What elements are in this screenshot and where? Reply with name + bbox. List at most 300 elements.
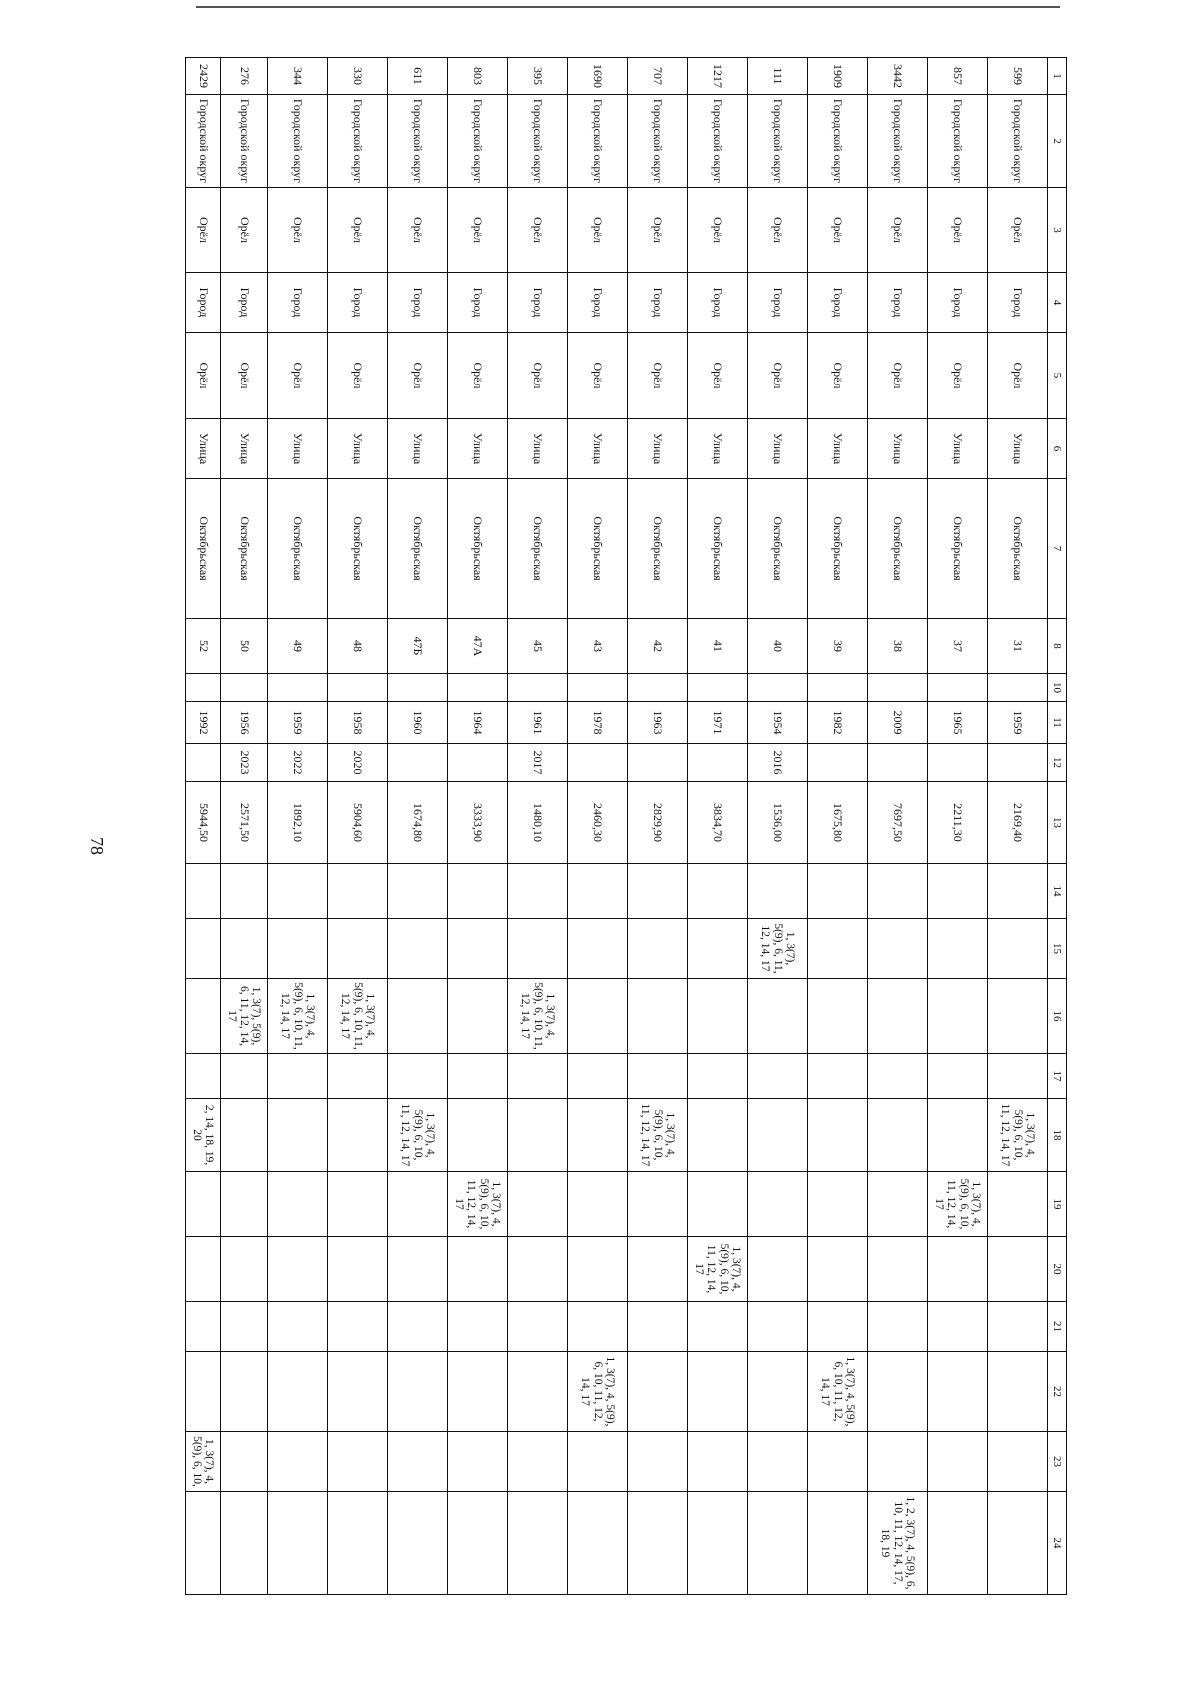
column-header: 11 (1048, 702, 1067, 744)
table-cell: Орёл (388, 188, 448, 273)
table-cell: 1, 3(7), 4, 5(9), 6, 10, 11, 12, 14, 17 (448, 1172, 508, 1237)
table-cell (221, 864, 268, 919)
table-cell (328, 1054, 388, 1099)
table-cell (988, 1302, 1048, 1352)
table-cell (186, 744, 221, 782)
table-cell: Городской округ (268, 95, 328, 188)
table-cell: 803 (448, 58, 508, 95)
table-cell: 344 (268, 58, 328, 95)
table-cell (388, 674, 448, 702)
table-row (268, 58, 328, 1595)
table-cell (448, 1099, 508, 1172)
table-cell (328, 1492, 388, 1595)
table-cell (508, 1054, 568, 1099)
table-cell: Улица (628, 419, 688, 479)
column-header: 15 (1048, 919, 1067, 979)
table-cell: Улица (748, 419, 808, 479)
table-row (186, 58, 221, 1595)
table-cell: Улица (221, 419, 268, 479)
table-cell (448, 864, 508, 919)
table-cell (328, 1302, 388, 1352)
table-cell (628, 744, 688, 782)
table-cell (328, 1352, 388, 1432)
table-cell: 52 (186, 619, 221, 674)
column-number-row (1048, 58, 1067, 1595)
table-cell: 40 (748, 619, 808, 674)
table-cell: 707 (628, 58, 688, 95)
table-cell (388, 919, 448, 979)
table-cell (186, 1302, 221, 1352)
table-cell: 2023 (221, 744, 268, 782)
column-header: 21 (1048, 1302, 1067, 1352)
table-cell (268, 1237, 328, 1302)
table-cell: 1960 (388, 702, 448, 744)
table-cell (868, 864, 928, 919)
table-cell (268, 1054, 328, 1099)
table-cell (868, 1432, 928, 1492)
table-cell (508, 864, 568, 919)
table-cell: Орёл (808, 333, 868, 419)
table-cell (688, 1432, 748, 1492)
table-cell (328, 1237, 388, 1302)
table-cell: Улица (568, 419, 628, 479)
table-cell: 50 (221, 619, 268, 674)
table-row (868, 58, 928, 1595)
table-cell (988, 744, 1048, 782)
table-cell: Октябрьская (928, 479, 988, 619)
table-cell (388, 864, 448, 919)
table-cell (988, 1352, 1048, 1432)
table-cell: Город (388, 273, 448, 333)
table-row (568, 58, 628, 1595)
table-cell: 5904,60 (328, 782, 388, 864)
table-cell: Октябрьская (186, 479, 221, 619)
table-cell (186, 1172, 221, 1237)
table-cell: Орёл (388, 333, 448, 419)
table-cell: Город (186, 273, 221, 333)
table-cell: Орёл (328, 188, 388, 273)
table-cell (688, 919, 748, 979)
table-cell (186, 919, 221, 979)
column-header: 14 (1048, 864, 1067, 919)
table-cell (568, 744, 628, 782)
table-cell: Орёл (928, 333, 988, 419)
registry-table (185, 57, 1067, 1595)
table-row (988, 58, 1048, 1595)
table-cell: 3834,70 (688, 782, 748, 864)
table-cell: 5944,50 (186, 782, 221, 864)
table-cell: 1971 (688, 702, 748, 744)
table-cell (748, 1352, 808, 1432)
table-cell: Город (568, 273, 628, 333)
table-cell (388, 744, 448, 782)
column-header: 17 (1048, 1054, 1067, 1099)
table-cell (748, 1054, 808, 1099)
column-header: 24 (1048, 1492, 1067, 1595)
page-number: 78 (87, 837, 107, 855)
table-cell: Городской округ (448, 95, 508, 188)
table-cell: Город (268, 273, 328, 333)
table-cell: 857 (928, 58, 988, 95)
table-row (221, 58, 268, 1595)
table-cell (808, 1172, 868, 1237)
table-cell: Улица (808, 419, 868, 479)
table-cell (328, 1432, 388, 1492)
table-cell (508, 1432, 568, 1492)
table-cell: Город (448, 273, 508, 333)
table-cell: 2571,50 (221, 782, 268, 864)
table-cell: 1, 3(7), 4, 5(9), 6, 10, 11, 12, 14, 17 (688, 1237, 748, 1302)
table-cell (808, 1237, 868, 1302)
table-cell: Орёл (508, 333, 568, 419)
table-cell: Улица (688, 419, 748, 479)
table-cell: 37 (928, 619, 988, 674)
column-header: 3 (1048, 188, 1067, 273)
table-cell (808, 1492, 868, 1595)
table-cell (268, 1099, 328, 1172)
table-cell (388, 1302, 448, 1352)
table-cell (748, 979, 808, 1054)
table-cell (688, 1099, 748, 1172)
table-cell (868, 674, 928, 702)
column-header: 20 (1048, 1237, 1067, 1302)
table-cell: Октябрьская (448, 479, 508, 619)
table-cell: 1992 (186, 702, 221, 744)
column-header: 19 (1048, 1172, 1067, 1237)
table-cell (868, 979, 928, 1054)
table-cell (868, 1237, 928, 1302)
table-cell: Орёл (748, 333, 808, 419)
table-cell (221, 1302, 268, 1352)
table-cell: Орёл (508, 188, 568, 273)
table-cell: 39 (808, 619, 868, 674)
table-cell (628, 1352, 688, 1432)
table-cell (928, 1237, 988, 1302)
table-cell: Город (688, 273, 748, 333)
table-cell: Орёл (748, 188, 808, 273)
column-header: 16 (1048, 979, 1067, 1054)
table-cell (221, 1352, 268, 1432)
table-cell: 38 (868, 619, 928, 674)
table-cell (221, 1237, 268, 1302)
table-cell: Улица (328, 419, 388, 479)
table-cell: 48 (328, 619, 388, 674)
table-cell: Октябрьская (748, 479, 808, 619)
table-cell (928, 1054, 988, 1099)
table-cell: Орёл (328, 333, 388, 419)
table-cell (328, 864, 388, 919)
table-cell: Город (808, 273, 868, 333)
table-cell: Октябрьская (568, 479, 628, 619)
table-cell (186, 1054, 221, 1099)
table-cell (988, 979, 1048, 1054)
table-cell: 2429 (186, 58, 221, 95)
table-cell (448, 744, 508, 782)
table-cell (508, 1492, 568, 1595)
table-cell (268, 1432, 328, 1492)
table-cell (568, 1237, 628, 1302)
table-cell (928, 674, 988, 702)
table-cell (221, 1054, 268, 1099)
table-cell: Орёл (268, 333, 328, 419)
table-cell: 2017 (508, 744, 568, 782)
table-cell (568, 1054, 628, 1099)
table-cell (628, 1302, 688, 1352)
table-cell: 1959 (988, 702, 1048, 744)
table-cell (186, 1237, 221, 1302)
table-cell: Орёл (186, 188, 221, 273)
table-cell (928, 919, 988, 979)
table-cell: 611 (388, 58, 448, 95)
table-cell (221, 1172, 268, 1237)
table-cell (868, 1099, 928, 1172)
table-cell: 47Б (388, 619, 448, 674)
table-row (928, 58, 988, 1595)
table-cell (388, 1352, 448, 1432)
table-cell (628, 1054, 688, 1099)
column-header: 10 (1048, 674, 1067, 702)
table-cell: Октябрьская (988, 479, 1048, 619)
table-cell: 1961 (508, 702, 568, 744)
table-cell (388, 979, 448, 1054)
table-cell: Городской округ (928, 95, 988, 188)
table-cell (508, 1172, 568, 1237)
table-cell: Город (328, 273, 388, 333)
table-cell (568, 1492, 628, 1595)
table-cell (508, 1237, 568, 1302)
table-cell: Городской округ (388, 95, 448, 188)
table-cell: Улица (868, 419, 928, 479)
table-cell: Городской округ (868, 95, 928, 188)
table-cell (988, 919, 1048, 979)
table-cell (808, 1099, 868, 1172)
table-cell (508, 674, 568, 702)
table-cell: Городской округ (186, 95, 221, 188)
table-cell: Городской округ (808, 95, 868, 188)
table-cell: 1, 2, 3(7), 4, 5(9), 6, 10, 11, 12, 14, 17, 18, 19 (868, 1492, 928, 1595)
table-cell: Улица (268, 419, 328, 479)
table-cell (748, 1302, 808, 1352)
table-cell: 49 (268, 619, 328, 674)
table-cell: 1, 3(7), 5(9), 6, 11, 12, 14, 17 (221, 979, 268, 1054)
table-cell (568, 864, 628, 919)
table-cell (186, 1492, 221, 1595)
table-cell (808, 1054, 868, 1099)
table-cell: 1, 3(7), 4, 5(9), 6, 10, 11, 12, 14, 17 (328, 979, 388, 1054)
table-cell: 1956 (221, 702, 268, 744)
table-cell (748, 1237, 808, 1302)
table-cell (568, 979, 628, 1054)
table-cell: Орёл (628, 333, 688, 419)
table-cell (568, 1302, 628, 1352)
table-cell (388, 1432, 448, 1492)
table-cell: 2829,90 (628, 782, 688, 864)
table-cell (221, 1099, 268, 1172)
table-cell: Город (221, 273, 268, 333)
table-cell (448, 1432, 508, 1492)
table-cell (688, 1054, 748, 1099)
table-cell: 1978 (568, 702, 628, 744)
table-row (628, 58, 688, 1595)
table-cell: 42 (628, 619, 688, 674)
table-cell: Орёл (688, 333, 748, 419)
table-cell: Октябрьская (328, 479, 388, 619)
table-cell (928, 1352, 988, 1432)
table-cell (928, 744, 988, 782)
column-header: 1 (1048, 58, 1067, 95)
table-cell: 3333,90 (448, 782, 508, 864)
table-cell: Городской округ (748, 95, 808, 188)
table-cell (448, 919, 508, 979)
column-header: 8 (1048, 619, 1067, 674)
table-cell (928, 1302, 988, 1352)
table-cell (268, 1302, 328, 1352)
table-cell: Октябрьская (221, 479, 268, 619)
table-cell (568, 1099, 628, 1172)
table-cell (928, 1432, 988, 1492)
column-header: 7 (1048, 479, 1067, 619)
table-cell: 2169,40 (988, 782, 1048, 864)
table-cell (928, 864, 988, 919)
table-cell: Город (748, 273, 808, 333)
table-cell: Орёл (988, 188, 1048, 273)
column-header: 22 (1048, 1352, 1067, 1432)
table-cell (268, 1352, 328, 1432)
table-cell: 1965 (928, 702, 988, 744)
table-cell (628, 979, 688, 1054)
table-cell: 41 (688, 619, 748, 674)
table-cell (808, 1302, 868, 1352)
table-cell (988, 1172, 1048, 1237)
table-cell: Орёл (868, 188, 928, 273)
table-cell (808, 864, 868, 919)
table-cell: 395 (508, 58, 568, 95)
table-cell (808, 1432, 868, 1492)
table-cell: Октябрьская (508, 479, 568, 619)
table-cell (221, 1492, 268, 1595)
table-cell (568, 674, 628, 702)
table-cell (221, 919, 268, 979)
table-cell: 43 (568, 619, 628, 674)
table-cell (808, 919, 868, 979)
table-cell: Октябрьская (868, 479, 928, 619)
column-header: 6 (1048, 419, 1067, 479)
table-cell: 111 (748, 58, 808, 95)
table-cell (268, 674, 328, 702)
table-cell (688, 1172, 748, 1237)
table-cell: Городской округ (988, 95, 1048, 188)
table-cell: Городской округ (508, 95, 568, 188)
table-cell: Улица (988, 419, 1048, 479)
table-cell: 2, 14, 18, 19, 20 (186, 1099, 221, 1172)
table-cell: 1, 3(7), 4, 5(9), 6, 10, 11, 12, 14, 17 (988, 1099, 1048, 1172)
table-cell (628, 919, 688, 979)
table-cell (748, 1172, 808, 1237)
table-cell (748, 674, 808, 702)
table-cell (186, 674, 221, 702)
table-cell (388, 1492, 448, 1595)
table-cell: 1, 3(7), 4, 5(9), 6, 10, (186, 1432, 221, 1492)
table-cell (808, 744, 868, 782)
table-cell: 1, 3(7), 5(9), 6, 11, 12, 14, 17 (748, 919, 808, 979)
table-cell (988, 1432, 1048, 1492)
table-cell: 1, 3(7), 4, 5(9), 6, 10, 11, 12, 14, 17 (508, 979, 568, 1054)
table-cell (628, 1237, 688, 1302)
table-cell (868, 1352, 928, 1432)
table-cell (628, 1432, 688, 1492)
table-cell: 1, 3(7), 4, 5(9), 6, 10, 11, 12, 14, 17 (388, 1099, 448, 1172)
table-cell: 1480,10 (508, 782, 568, 864)
table-cell (568, 1172, 628, 1237)
table-cell (928, 1099, 988, 1172)
table-cell: 276 (221, 58, 268, 95)
column-header: 18 (1048, 1099, 1067, 1172)
table-cell (328, 1172, 388, 1237)
table-cell (388, 1054, 448, 1099)
column-header: 23 (1048, 1432, 1067, 1492)
table-cell (186, 979, 221, 1054)
table-cell (448, 674, 508, 702)
table-cell: 45 (508, 619, 568, 674)
table-cell: 2020 (328, 744, 388, 782)
table-cell (628, 864, 688, 919)
table-cell (328, 674, 388, 702)
table-cell: Орёл (808, 188, 868, 273)
table-cell: Орёл (448, 333, 508, 419)
table-cell: 2022 (268, 744, 328, 782)
table-cell (568, 919, 628, 979)
column-header: 5 (1048, 333, 1067, 419)
table-cell: Город (928, 273, 988, 333)
table-cell: Городской округ (688, 95, 748, 188)
table-cell: 3442 (868, 58, 928, 95)
table-cell (928, 1492, 988, 1595)
table-cell (388, 1172, 448, 1237)
table-cell (988, 864, 1048, 919)
table-cell: Улица (388, 419, 448, 479)
table-cell (448, 1237, 508, 1302)
table-cell: 1892,10 (268, 782, 328, 864)
table-cell (688, 744, 748, 782)
table-cell (388, 1237, 448, 1302)
table-cell: Городской округ (328, 95, 388, 188)
table-cell: 1958 (328, 702, 388, 744)
table-cell: 1675,80 (808, 782, 868, 864)
table-cell: Орёл (186, 333, 221, 419)
table-cell: 1, 3(7), 4, 5(9), 6, 10, 11, 12, 14, 17 (568, 1352, 628, 1432)
table-cell (988, 674, 1048, 702)
table-cell (448, 1492, 508, 1595)
table-cell: 1, 3(7), 4, 5(9), 6, 10, 11, 12, 14, 17 (808, 1352, 868, 1432)
table-cell: 330 (328, 58, 388, 95)
table-cell: Городской округ (628, 95, 688, 188)
table-cell: Орёл (988, 333, 1048, 419)
table-cell: Город (988, 273, 1048, 333)
table-cell: Улица (508, 419, 568, 479)
table-cell: Городской округ (221, 95, 268, 188)
table-cell: 1674,80 (388, 782, 448, 864)
table-cell (628, 1492, 688, 1595)
table-cell (988, 1237, 1048, 1302)
table-cell: 1, 3(7), 4, 5(9), 6, 10, 11, 12, 14, 17 (268, 979, 328, 1054)
table-row (748, 58, 808, 1595)
table-cell (628, 674, 688, 702)
table-cell: 2009 (868, 702, 928, 744)
table-cell (186, 864, 221, 919)
table-cell: Октябрьская (268, 479, 328, 619)
table-cell: Орёл (628, 188, 688, 273)
table-cell (328, 919, 388, 979)
